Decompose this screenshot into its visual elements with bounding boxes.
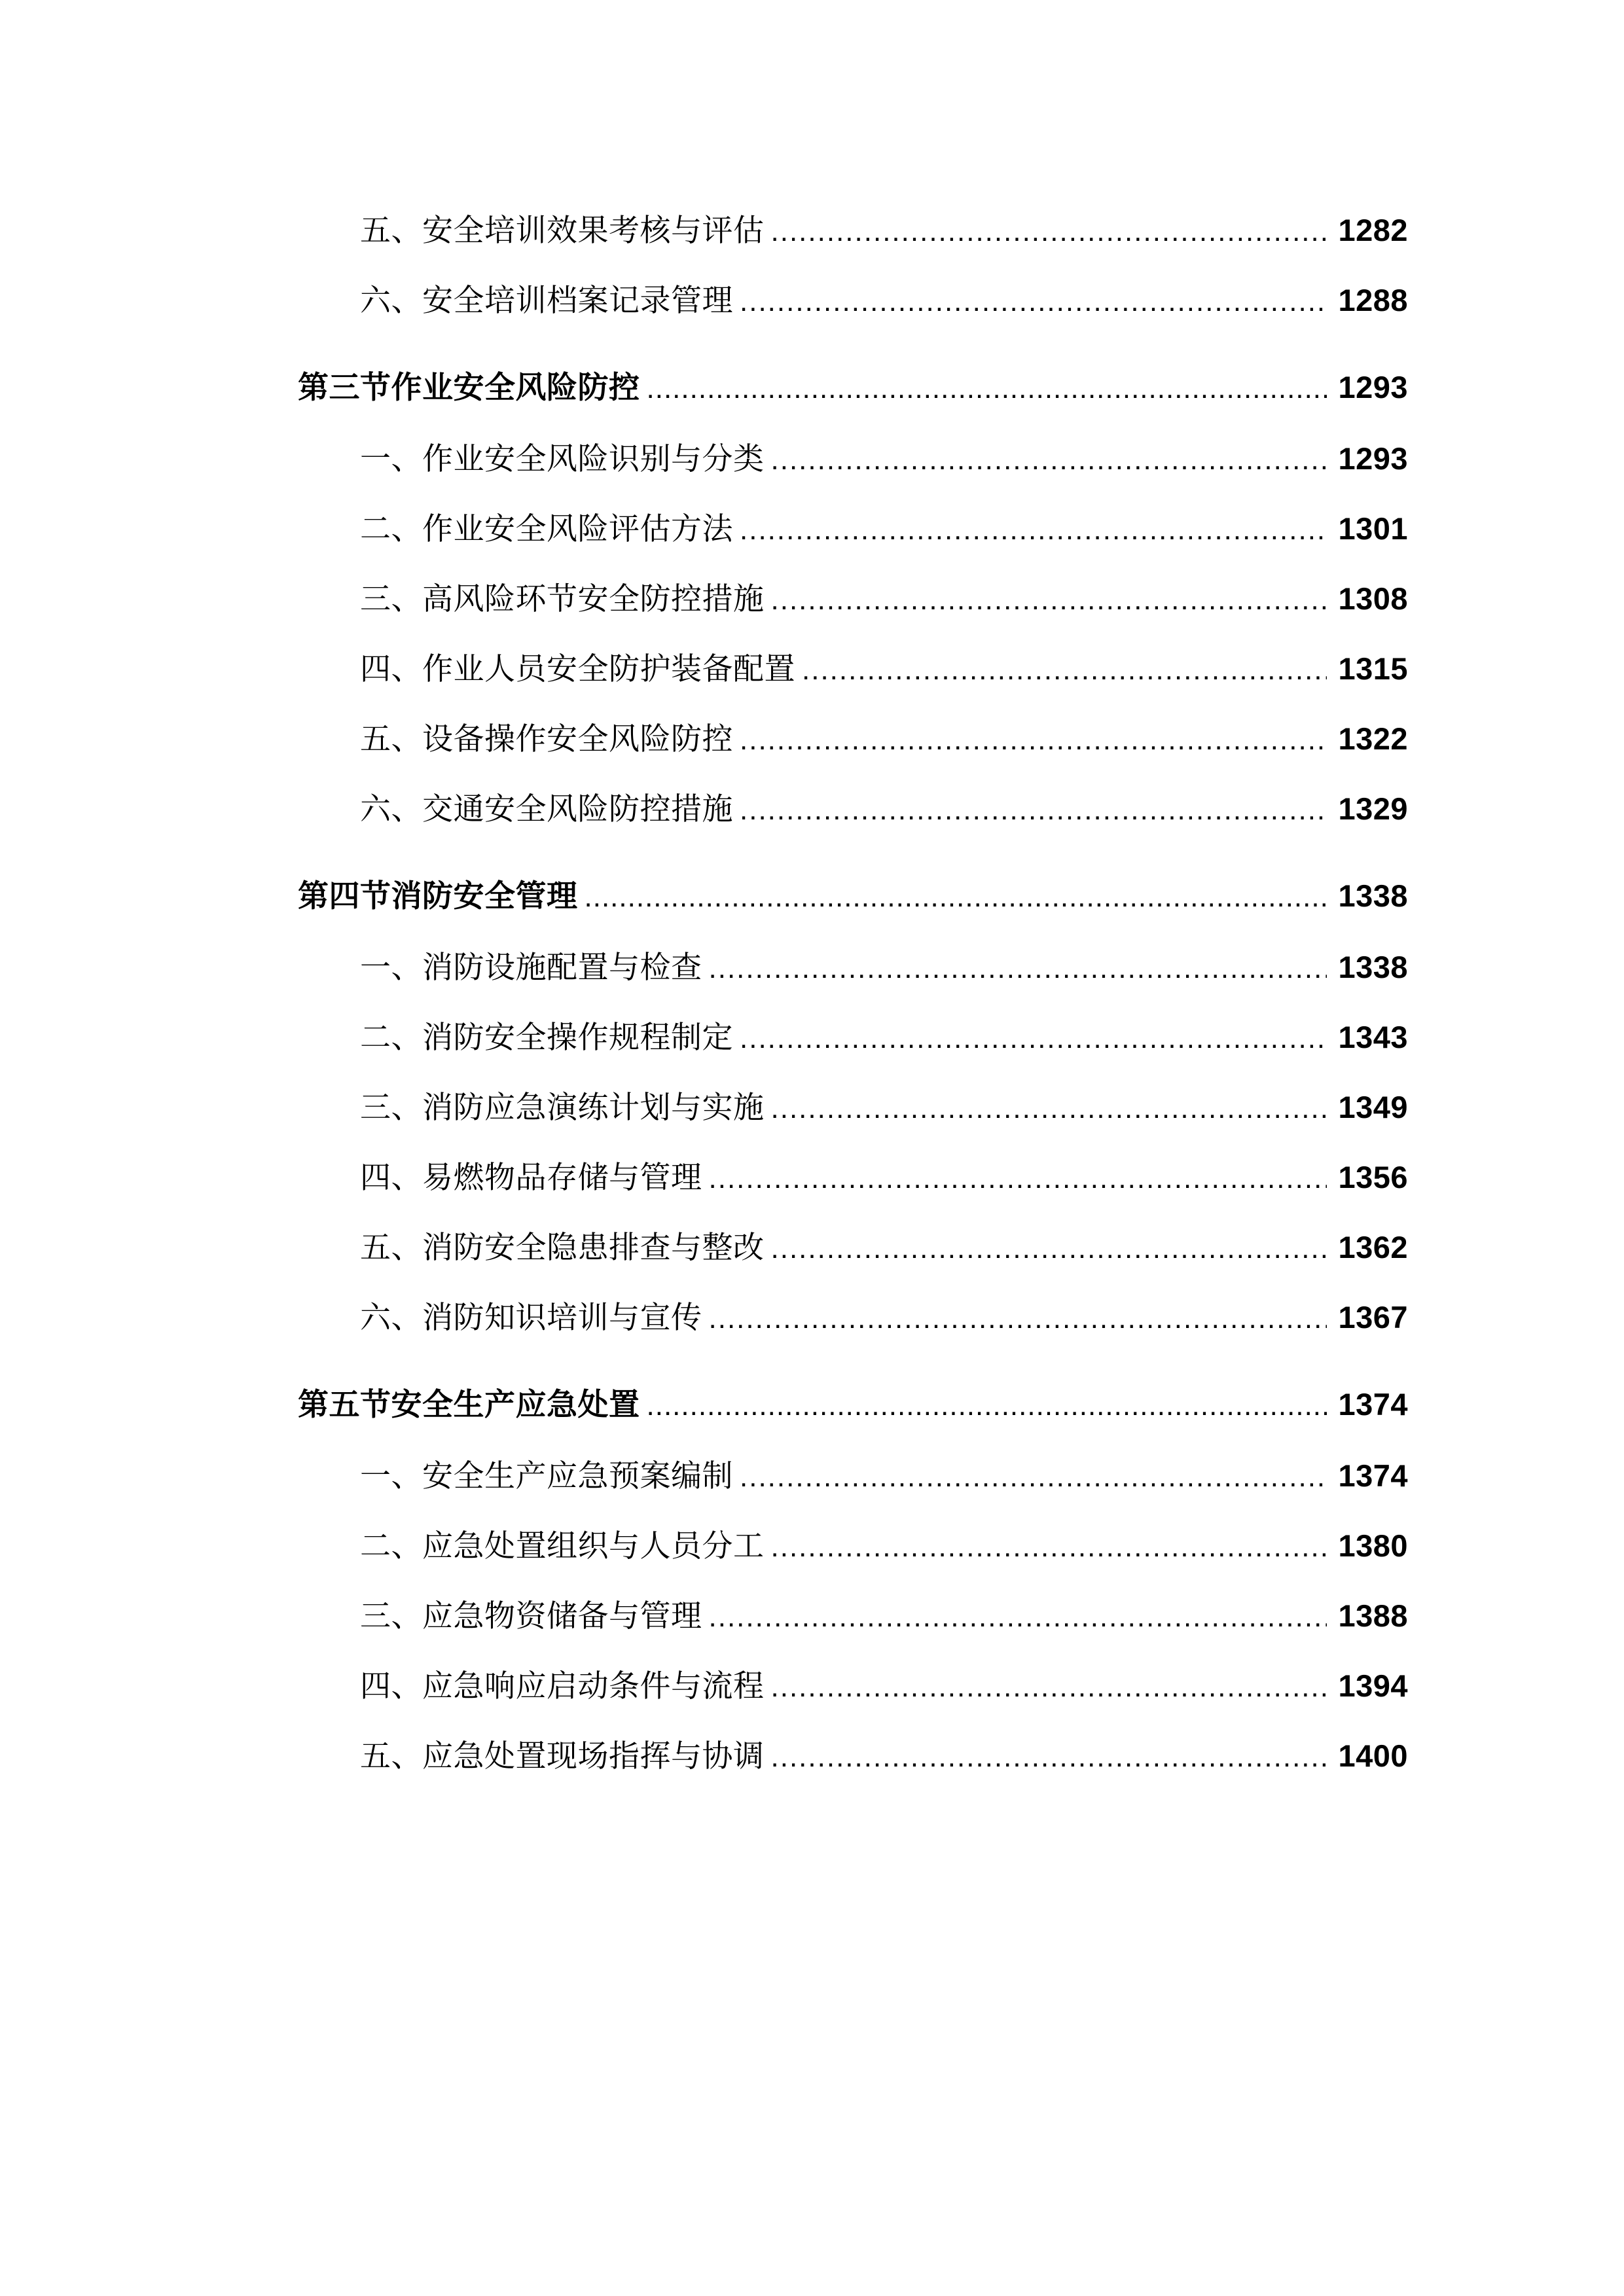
toc-page-number: 1293: [1338, 370, 1408, 404]
toc-leader-dots: [709, 954, 1327, 985]
toc-page-number: 1400: [1338, 1738, 1408, 1773]
toc-leader-dots: [740, 726, 1327, 757]
toc-leader-dots: [740, 287, 1327, 318]
toc-entry-title: 四、作业人员安全防护装备配置: [360, 651, 795, 686]
toc-entry-title: 一、安全生产应急预案编制: [360, 1458, 733, 1493]
toc-entry[interactable]: [298, 775, 1408, 845]
toc-page-number: 1362: [1338, 1230, 1408, 1265]
toc-entry-title: 三、消防应急演练计划与实施: [360, 1090, 765, 1124]
toc-entry[interactable]: [298, 933, 1408, 1003]
toc-page-number: 1301: [1338, 511, 1408, 546]
toc-page-number: 1338: [1338, 950, 1408, 984]
toc-entry-title: 一、作业安全风险识别与分类: [360, 441, 765, 476]
toc-leader-dots: [771, 1094, 1327, 1125]
toc-leader-dots: [709, 1304, 1327, 1335]
toc-entry[interactable]: [298, 266, 1408, 336]
toc-entry-title: 五、安全培训效果考核与评估: [360, 213, 765, 247]
toc-leader-dots: [771, 217, 1327, 248]
toc-page-number: 1356: [1338, 1160, 1408, 1194]
toc-leader-dots: [740, 1463, 1327, 1494]
toc-entry[interactable]: [298, 1073, 1408, 1143]
toc-entry[interactable]: [298, 705, 1408, 775]
toc-entry-title: 六、消防知识培训与宣传: [360, 1300, 702, 1335]
toc-leader-dots: [740, 516, 1327, 547]
toc-page-number: 1388: [1338, 1598, 1408, 1633]
toc-entry[interactable]: [298, 845, 1408, 933]
toc-page-number: 1308: [1338, 581, 1408, 616]
toc-entry-title: 一、消防设施配置与检查: [360, 950, 702, 984]
toc-leader-dots: [647, 374, 1327, 405]
toc-leader-dots: [771, 1533, 1327, 1564]
toc-page-number: 1380: [1338, 1528, 1408, 1563]
toc-leader-dots: [771, 1743, 1327, 1774]
toc-entry[interactable]: [298, 425, 1408, 495]
toc-page-number: 1367: [1338, 1300, 1408, 1335]
toc-entry-title: 二、应急处置组织与人员分工: [360, 1528, 765, 1563]
toc-entry[interactable]: [298, 336, 1408, 425]
toc-entry-title: 三、应急物资储备与管理: [360, 1598, 702, 1633]
toc-entry[interactable]: [298, 1652, 1408, 1722]
toc-page-number: 1349: [1338, 1090, 1408, 1124]
toc-leader-dots: [771, 1673, 1327, 1704]
toc-entry[interactable]: [298, 1722, 1408, 1792]
toc-page-number: 1374: [1338, 1387, 1408, 1422]
toc-leader-dots: [740, 796, 1327, 827]
toc-entry-title: 第三节作业安全风险防控: [298, 370, 640, 404]
toc-entry-title: 二、作业安全风险评估方法: [360, 511, 733, 546]
toc-entry[interactable]: [298, 1143, 1408, 1213]
toc-page-number: 1322: [1338, 721, 1408, 756]
toc-leader-dots: [740, 1024, 1327, 1055]
toc-leader-dots: [771, 586, 1327, 617]
toc-entry[interactable]: [298, 1283, 1408, 1354]
toc-entry-title: 五、设备操作安全风险防控: [360, 721, 733, 756]
toc-entry[interactable]: [298, 495, 1408, 565]
toc-page-number: 1288: [1338, 283, 1408, 317]
toc-page-number: 1315: [1338, 651, 1408, 686]
toc-leader-dots: [771, 1234, 1327, 1265]
toc-entry-title: 四、易燃物品存储与管理: [360, 1160, 702, 1194]
toc-leader-dots: [709, 1164, 1327, 1195]
toc-leader-dots: [709, 1603, 1327, 1634]
toc-entry[interactable]: [298, 196, 1408, 266]
toc-entry-title: 四、应急响应启动条件与流程: [360, 1668, 765, 1703]
table-of-contents: [298, 196, 1408, 1792]
toc-page-number: 1329: [1338, 791, 1408, 826]
toc-entry-title: 第五节安全生产应急处置: [298, 1387, 640, 1422]
toc-entry-title: 三、高风险环节安全防控措施: [360, 581, 765, 616]
toc-entry[interactable]: [298, 1582, 1408, 1652]
toc-entry-title: 五、消防安全隐患排查与整改: [360, 1230, 765, 1265]
toc-leader-dots: [585, 883, 1327, 914]
toc-entry-title: 六、交通安全风险防控措施: [360, 791, 733, 826]
toc-page-number: 1282: [1338, 213, 1408, 247]
toc-entry[interactable]: [298, 1442, 1408, 1512]
toc-page-number: 1374: [1338, 1458, 1408, 1493]
toc-entry[interactable]: [298, 565, 1408, 635]
toc-entry[interactable]: [298, 1354, 1408, 1442]
toc-leader-dots: [802, 656, 1327, 687]
toc-page-number: 1394: [1338, 1668, 1408, 1703]
toc-entry[interactable]: [298, 1003, 1408, 1073]
toc-entry-title: 二、消防安全操作规程制定: [360, 1020, 733, 1054]
toc-page-number: 1343: [1338, 1020, 1408, 1054]
toc-entry-title: 六、安全培训档案记录管理: [360, 283, 733, 317]
toc-entry-title: 第四节消防安全管理: [298, 878, 578, 913]
toc-entry-title: 五、应急处置现场指挥与协调: [360, 1738, 765, 1773]
toc-page-number: 1338: [1338, 878, 1408, 913]
toc-entry[interactable]: [298, 1213, 1408, 1283]
toc-entry[interactable]: [298, 1512, 1408, 1582]
toc-entry[interactable]: [298, 635, 1408, 705]
toc-page-number: 1293: [1338, 441, 1408, 476]
toc-leader-dots: [647, 1391, 1327, 1422]
toc-leader-dots: [771, 446, 1327, 476]
